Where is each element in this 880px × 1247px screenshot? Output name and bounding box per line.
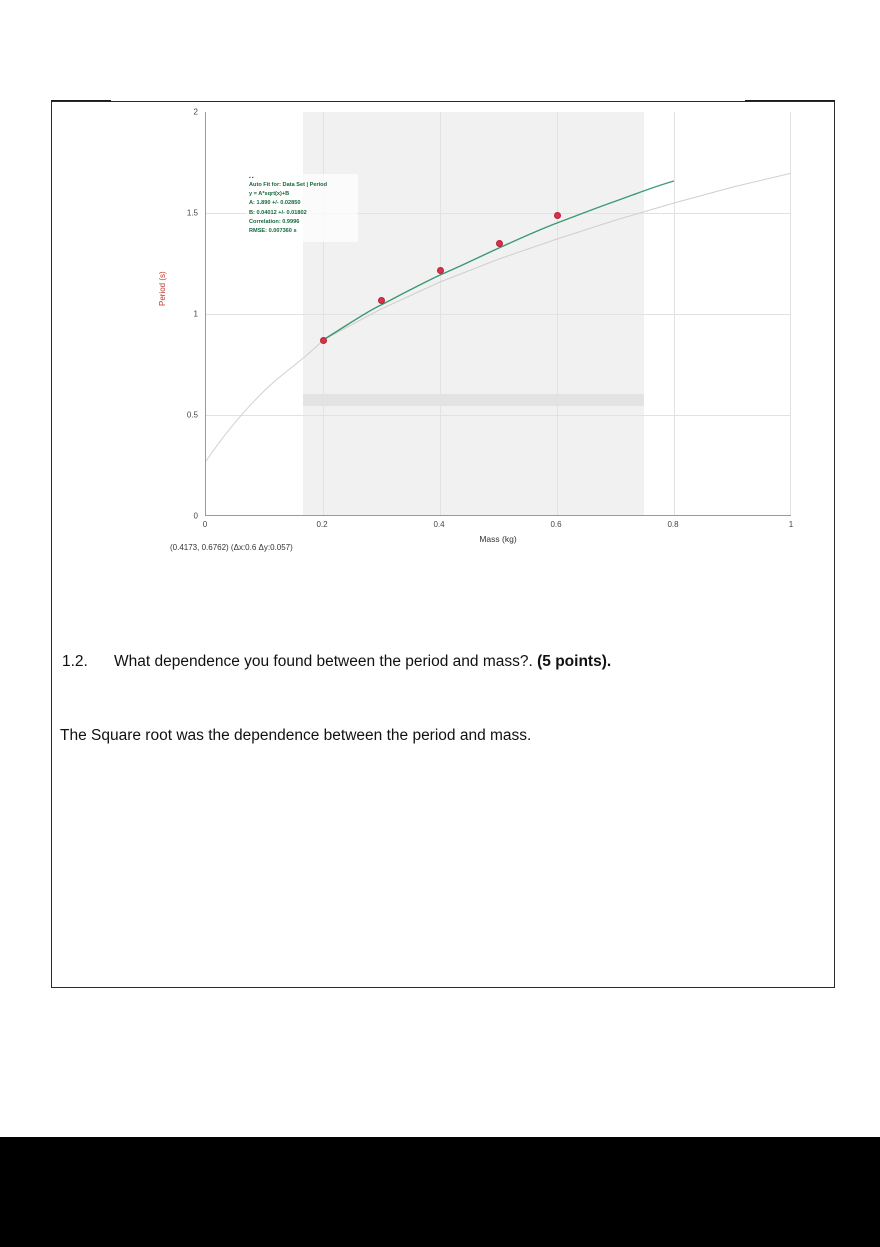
page-bottom-black-band [0, 1137, 880, 1247]
y-tick-label: 1.5 [186, 208, 198, 218]
x-tick-label: 0.6 [550, 520, 562, 529]
question-points: (5 points). [537, 653, 612, 670]
data-point[interactable] [496, 240, 503, 247]
fit-param-b: B: 0.04012 +/- 0.01802 [249, 209, 307, 216]
fit-rmse: RMSE: 0.007360 s [249, 228, 297, 235]
plot-area[interactable] [205, 112, 791, 516]
period-vs-mass-chart [112, 106, 812, 551]
cursor-readout: (0.4173, 0.6762) (Δx:0.6 Δy:0.057) [170, 543, 293, 552]
fit-param-a: A: 1.890 +/- 0.02850 [249, 200, 301, 207]
data-point[interactable] [554, 212, 561, 219]
fit-curve [206, 112, 791, 515]
y-tick-label: 0.5 [186, 410, 198, 420]
data-point[interactable] [320, 337, 327, 344]
x-tick-label: 0.8 [667, 520, 679, 529]
y-axis-title: Period (s) [158, 271, 167, 306]
fit-correlation: Correlation: 0.9996 [249, 218, 300, 225]
y-tick-label: 1 [193, 309, 198, 319]
question-text: What dependence you found between the period and mass?. [114, 653, 533, 670]
fit-box-handle: ▪▪ [249, 175, 255, 181]
fit-results-box[interactable] [246, 174, 358, 242]
question-line [62, 653, 822, 671]
data-point[interactable] [378, 297, 385, 304]
fit-equation: y = A*sqrt(x)+B [249, 191, 290, 198]
data-point[interactable] [437, 267, 444, 274]
fit-title: Auto Fit for: Data Set | Period [249, 182, 328, 188]
x-tick-label: 0.2 [316, 520, 328, 529]
x-tick-label: 0.4 [433, 520, 445, 529]
y-tick-label: 0 [193, 511, 198, 521]
x-tick-label: 0 [202, 520, 208, 529]
answer-line: The Square root was the dependence between the period and mass. [60, 727, 532, 744]
y-tick-label: 2 [193, 107, 198, 117]
question-number: 1.2. [62, 653, 88, 670]
document-frame [51, 101, 835, 988]
x-tick-label: 1 [788, 520, 794, 529]
x-axis-title: Mass (kg) [479, 534, 517, 544]
